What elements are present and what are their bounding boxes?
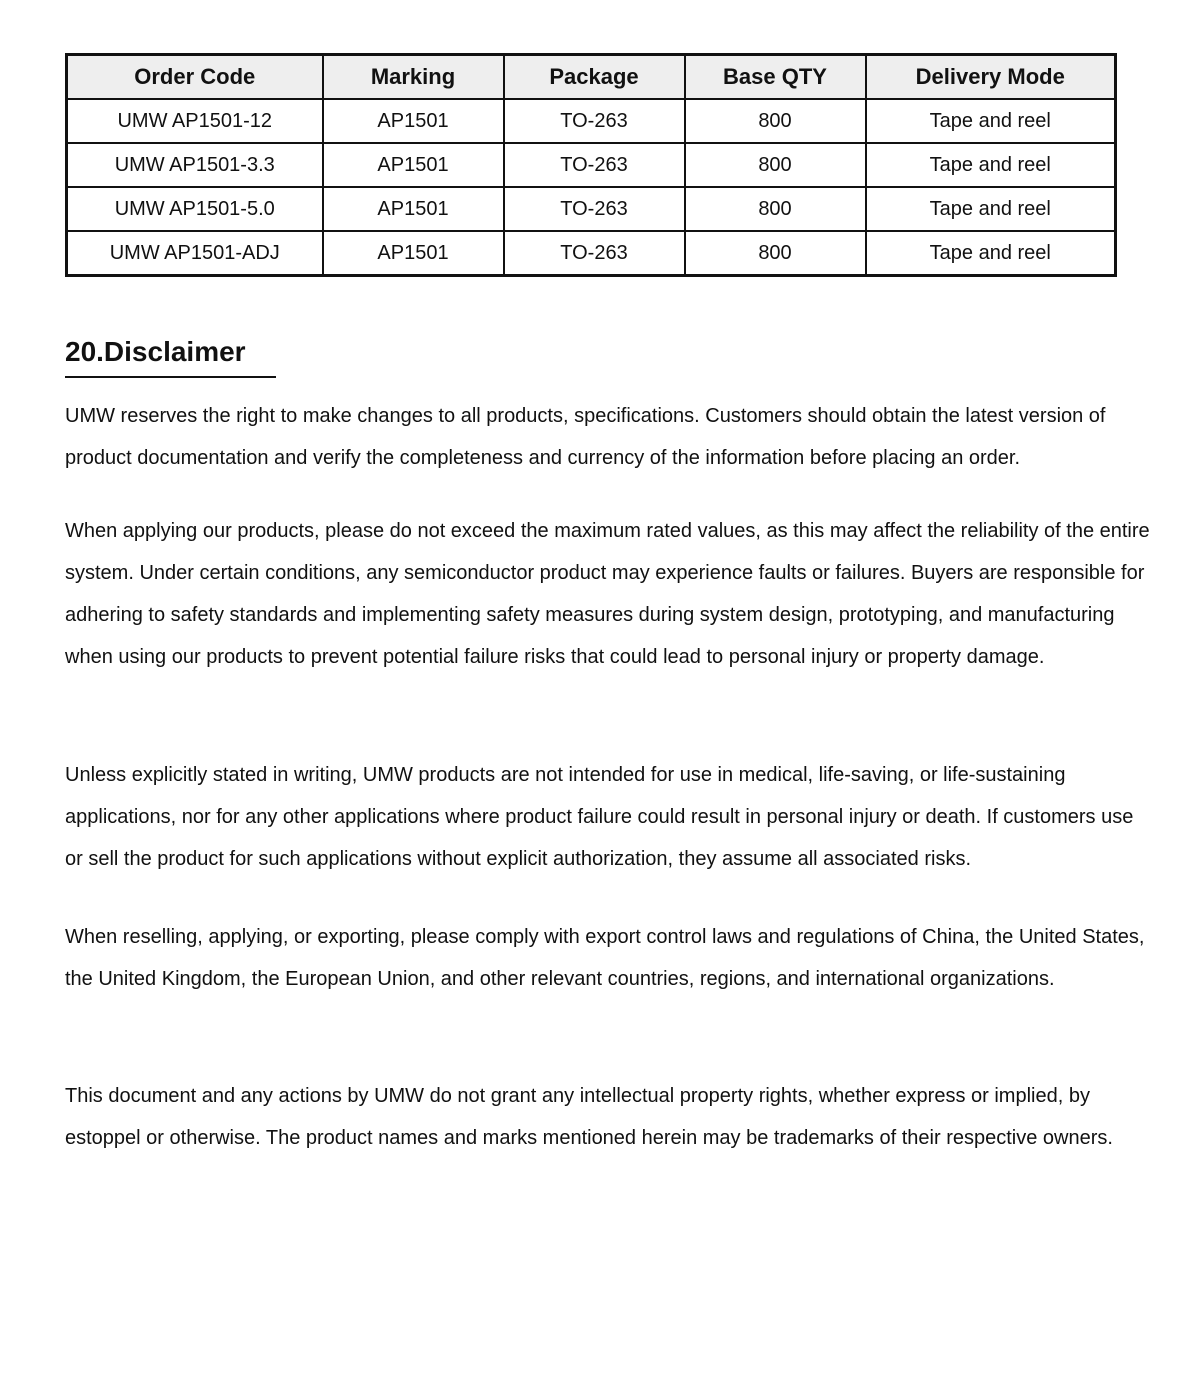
table-row [67, 99, 1116, 143]
cell-marking: AP1501 [323, 187, 504, 231]
table-header-row [67, 55, 1116, 100]
cell-delivery-mode: Tape and reel [866, 99, 1116, 143]
heading-underline [65, 376, 276, 378]
cell-package: TO-263 [504, 187, 685, 231]
disclaimer-paragraph-ip-rights: This document and any actions by UMW do not grant any intellectual property rights, whether express or implied, by estoppel or otherwise. The product names and marks mentioned herein may be trademarks of their respective owners. [65, 1085, 1113, 1149]
ordering-information-table [65, 53, 1117, 277]
cell-order-code: UMW AP1501-12 [67, 99, 323, 143]
disclaimer-paragraph-changes: UMW reserves the right to make changes to all products, specifications. Customers should obtain the latest version of product documentation and verify the completeness and currency of the information before placing an order. [65, 405, 1106, 469]
cell-order-code: UMW AP1501-ADJ [67, 231, 323, 276]
cell-order-code: UMW AP1501-3.3 [67, 143, 323, 187]
cell-delivery-mode: Tape and reel [866, 143, 1116, 187]
cell-delivery-mode: Tape and reel [866, 231, 1116, 276]
disclaimer-heading: 20.Disclaimer [65, 336, 246, 367]
table-row [67, 231, 1116, 276]
disclaimer-paragraph-export: When reselling, applying, or exporting, please comply with export control laws and regulations of China, the United States, the United Kingdom, the European Union, and other relevant countries, regions, and international organizations. [65, 926, 1145, 990]
cell-package: TO-263 [504, 143, 685, 187]
disclaimer-paragraph-ratings: When applying our products, please do not exceed the maximum rated values, as this may affect the reliability of the entire system. Under certain conditions, any semiconductor product may experience faults or failures. Buyers are responsible for adhering to safety standards and implementing safety measures during system design, prototyping, and manufacturing when using our products to prevent potential failure risks that could lead to personal injury or property damage. [65, 520, 1150, 668]
header-delivery-mode: Delivery Mode [866, 55, 1116, 100]
cell-marking: AP1501 [323, 143, 504, 187]
cell-package: TO-263 [504, 99, 685, 143]
disclaimer-paragraph-applications: Unless explicitly stated in writing, UMW products are not intended for use in medical, life-saving, or life-sustaining applications, nor for any other applications where product failure could result in personal injury or death. If customers use or sell the product for such applications without explicit authorization, they assume all associated risks. [65, 764, 1134, 870]
header-marking: Marking [323, 55, 504, 100]
cell-base-qty: 800 [685, 187, 866, 231]
cell-delivery-mode: Tape and reel [866, 187, 1116, 231]
cell-marking: AP1501 [323, 231, 504, 276]
cell-base-qty: 800 [685, 99, 866, 143]
cell-base-qty: 800 [685, 231, 866, 276]
cell-marking: AP1501 [323, 99, 504, 143]
header-order-code: Order Code [67, 55, 323, 100]
header-package: Package [504, 55, 685, 100]
cell-package: TO-263 [504, 231, 685, 276]
cell-order-code: UMW AP1501-5.0 [67, 187, 323, 231]
cell-base-qty: 800 [685, 143, 866, 187]
header-base-qty: Base QTY [685, 55, 866, 100]
table-row [67, 143, 1116, 187]
table-row [67, 187, 1116, 231]
